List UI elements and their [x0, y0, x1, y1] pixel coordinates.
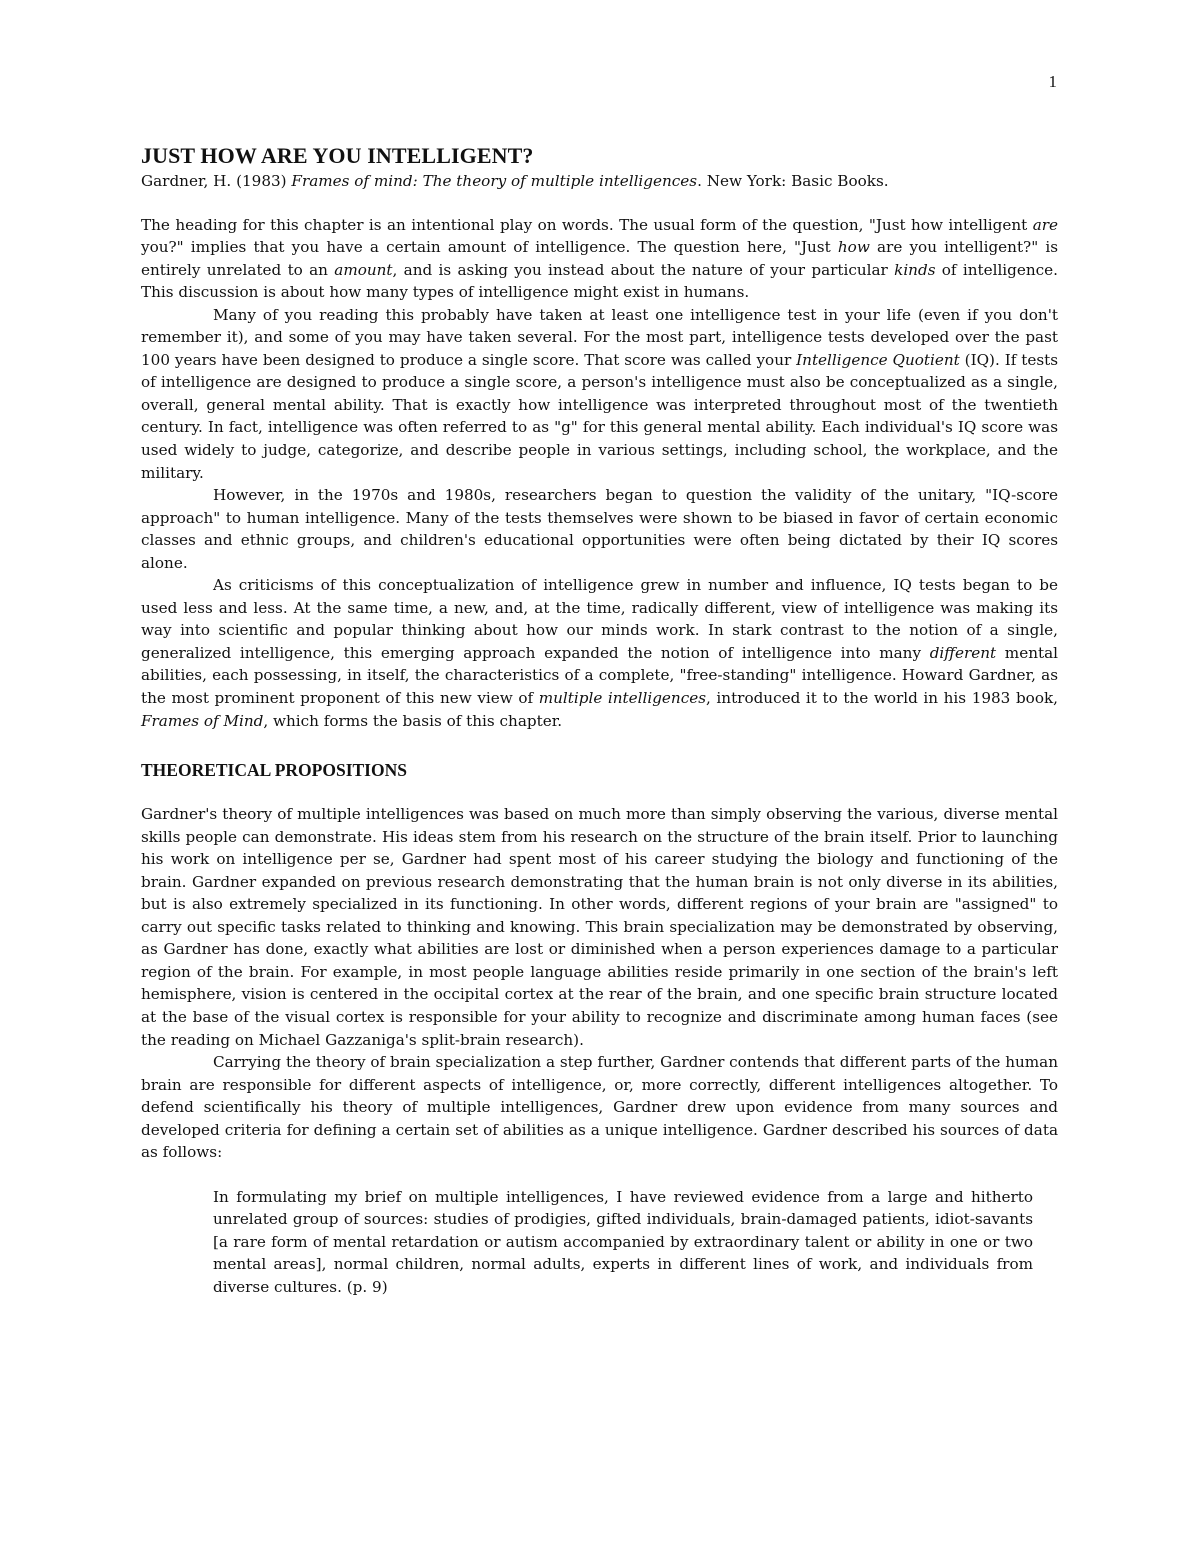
citation-author: Gardner, H. (1983): [141, 172, 292, 190]
text-run: are you intelligent?" is entirely unrelated to an: [141, 238, 1058, 279]
section-paragraph-2: Carrying the theory of brain specialization a step further, Gardner contends that different parts of the human brain are responsible for different aspects of intelligence, or, more correctly, different intelligences altogether. To defend scientifically his theory of multiple intelligences, Gardner drew upon evidence from many sources and developed criteria for defining a certain set of abilities as a unique intelligence. Gardner described his sources of data as follows:: [141, 1053, 1058, 1162]
text-run: , introduced it to the world in his 1983 book,: [706, 688, 1058, 707]
text-run: (IQ). If tests of intelligence are designed to produce a single score, a person's intelligence must also be conceptualized as a single, overall, general mental ability. That is exactly how intelligence was interpreted throughout most of the twentieth century. In fact, intelligence was often referred to as "g" for this general mental ability. Each individual's IQ score was used widely to judge, categorize, and describe people in various settings, including school, the workplace, and the military.: [141, 350, 1059, 482]
text-run: The heading for this chapter is an intentional play on words. The usual form of the question, "Just how intelligent: [141, 215, 1033, 234]
citation-book-title: Frames of mind: The theory of multiple intelligences: [291, 172, 698, 190]
section-paragraph-1: Gardner's theory of multiple intelligences was based on much more than simply observing the various, diverse mental skills people can demonstrate. His ideas stem from his research on the structure of the brain itself. Prior to launching his work on intelligence per se, Gardner had spent most of his career studying the biology and functioning of the brain. Gardner expanded on previous research demonstrating that the human brain is not only diverse in its abilities, but is also extremely specialized in its functioning. In other words, different regions of your brain are "assigned" to carry out specific tasks related to thinking and knowing. This brain specialization may be demonstrated by observing, as Gardner has done, exactly what abilities are lost or diminished when a person experiences damage to a particular region of the brain. For example, in most people language abilities reside primarily in one section of the brain's left hemisphere, vision is centered in the occipital cortex at the rear of the brain, and one specific brain structure located at the base of the visual cortex is responsible for your ability to recognize and discriminate among human faces (see the reading on Michael Gazzaniga's split-brain research).: [141, 805, 1058, 1049]
page-number: 1: [1048, 72, 1057, 91]
emphasis-text: are: [1032, 215, 1058, 234]
text-run: , which forms the basis of this chapter.: [263, 711, 563, 730]
block-quote: In formulating my brief on multiple intelligences, I have reviewed evidence from a large and hitherto unrelated group of sources: studies of prodigies, gifted individuals, brain-damaged patients, idiot-savants [a rare form of mental retardation or autism accompanied by extraordinary talent or ability in one or two mental areas], normal children, normal adults, experts in different lines of work, and individuals from diverse cultures. (p. 9): [213, 1187, 1033, 1297]
text-run: of intelligence. This discussion is about how many types of intelligence might exist in humans.: [141, 260, 1058, 302]
section-heading: THEORETICAL PROPOSITIONS: [141, 760, 407, 781]
emphasis-text: multiple intelligences: [538, 688, 706, 707]
text-run: As criticisms of this conceptualization of intelligence grew in number and influence, IQ tests began to be used less and less. At the same time, a new, and, at the time, radically different, view of intelligence was making its way into scientific and popular thinking about how our minds work. In stark contrast to the notion of a single, generalized intelligence, this emerging approach expanded the notion of intelligence into many: [141, 576, 1058, 662]
intro-paragraph-1: [141, 214, 1058, 304]
text-run: Many of you reading this probably have taken at least one intelligence test in your life (even if you don't remember it), and some of you may have taken several. For the most part, intelligence tests developed over the past 100 years have been designed to produce a single score. That score was called your: [141, 305, 1058, 369]
emphasis-text: Frames of Mind: [141, 711, 264, 730]
intro-paragraph-3: However, in the 1970s and 1980s, researchers began to question the validity of the unitary, "IQ-score approach" to human intelligence. Many of the tests themselves were shown to be biased in favor of certain economic classes and ethnic groups, and children's educational opportunities were often being dictated by their IQ scores alone.: [141, 486, 1058, 572]
page-content: [141, 143, 1058, 1299]
emphasis-text: how: [837, 238, 870, 257]
intro-paragraph-2: [141, 304, 1058, 484]
emphasis-text: amount: [334, 260, 393, 279]
emphasis-text: Intelligence Quotient: [796, 350, 960, 369]
text-run: you?" implies that you have a certain amount of intelligence. The question here, "Just: [141, 238, 838, 257]
citation: [141, 170, 1058, 193]
text-run: , and is asking you instead about the nature of your particular: [392, 260, 895, 279]
chapter-title: JUST HOW ARE YOU INTELLIGENT?: [141, 143, 534, 168]
emphasis-text: kinds: [894, 260, 936, 279]
citation-publisher: . New York: Basic Books.: [697, 172, 889, 190]
emphasis-text: different: [929, 643, 997, 662]
text-run: mental abilities, each possessing, in itself, the characteristics of a complete, "free-standing" intelligence. Howard Gardner, as the most prominent proponent of this new view of: [141, 643, 1058, 707]
intro-paragraph-4: [141, 574, 1058, 732]
